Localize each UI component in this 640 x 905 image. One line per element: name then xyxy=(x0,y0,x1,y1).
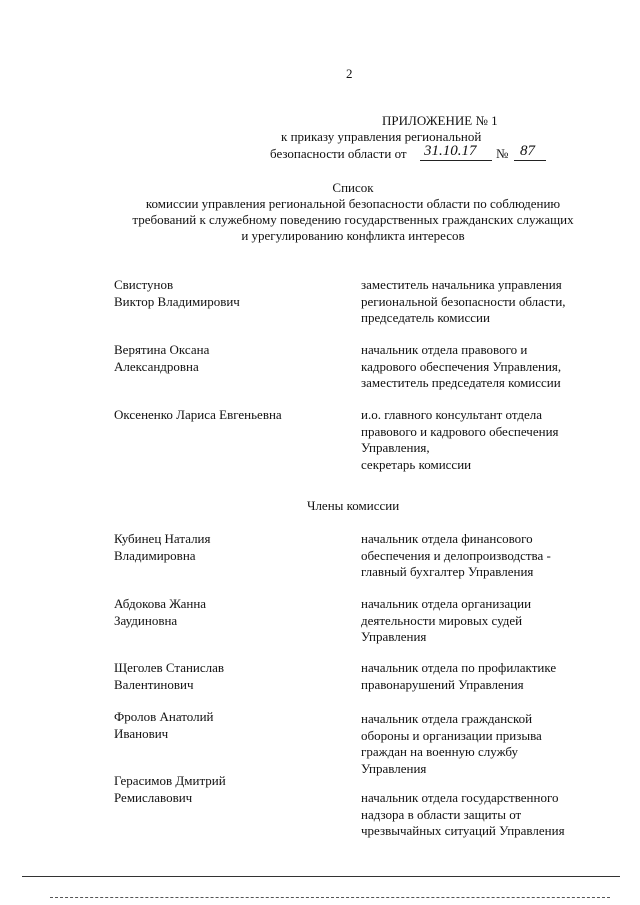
subtitle-line-2: требований к служебному поведению государственных гражданских служащих xyxy=(132,212,574,227)
date-underline xyxy=(420,160,492,161)
bottom-dashed-rule xyxy=(50,897,610,898)
member-5-name: Герасимов Дмитрий Ремиславович xyxy=(114,773,226,805)
deputy-chair-name: Верятина Оксана Александровна xyxy=(114,342,210,374)
member-5-role: начальник отдела государственного надзора в области защиты от чрезвычайных ситуаций Управления xyxy=(361,790,565,838)
secretary-name: Оксененко Лариса Евгеньевна xyxy=(114,407,282,422)
chair-name: Свистунов Виктор Владимирович xyxy=(114,277,240,309)
page-number: 2 xyxy=(346,66,353,81)
member-1-role: начальник отдела финансового обеспечения и делопроизводства - главный бухгалтер Управления xyxy=(361,531,551,579)
secretary-role: и.о. главного консультант отдела правового и кадрового обеспечения Управления, секретарь комиссии xyxy=(361,407,559,472)
member-2-name: Абдокова Жанна Заудиновна xyxy=(114,596,207,628)
member-4-role: начальник отдела гражданской обороны и организации призыва граждан на военную службу Управления xyxy=(361,711,542,776)
members-heading: Члены комиссии xyxy=(307,498,400,513)
appendix-title: ПРИЛОЖЕНИЕ № 1 xyxy=(382,113,498,128)
appendix-number-handwritten: 87 xyxy=(520,143,535,159)
list-heading: Список xyxy=(332,180,374,195)
member-3-name: Щеголев Станислав Валентинович xyxy=(114,660,225,692)
appendix-line2-prefix: безопасности области от xyxy=(270,146,407,161)
number-underline xyxy=(514,160,546,161)
appendix-line1: к приказу управления региональной xyxy=(281,129,482,144)
member-4-name: Фролов Анатолий Иванович xyxy=(114,709,214,741)
subtitle-line-3: и урегулированию конфликта интересов xyxy=(241,228,465,243)
member-1-name: Кубинец Наталия Владимировна xyxy=(114,531,211,563)
subtitle-line-1: комиссии управления региональной безопасности области по соблюдению xyxy=(145,196,561,211)
member-2-role: начальник отдела организации деятельности мировых судей Управления xyxy=(361,596,532,644)
chair-role: заместитель начальника управления региональной безопасности области, председатель комиссии xyxy=(361,277,566,325)
member-3-role: начальник отдела по профилактике правонарушений Управления xyxy=(361,660,557,692)
bottom-rule xyxy=(22,876,620,877)
appendix-date-handwritten: 31.10.17 xyxy=(424,143,477,159)
appendix-number-label: № xyxy=(496,146,509,161)
deputy-chair-role: начальник отдела правового и кадрового обеспечения Управления, заместитель председателя комиссии xyxy=(361,342,562,390)
